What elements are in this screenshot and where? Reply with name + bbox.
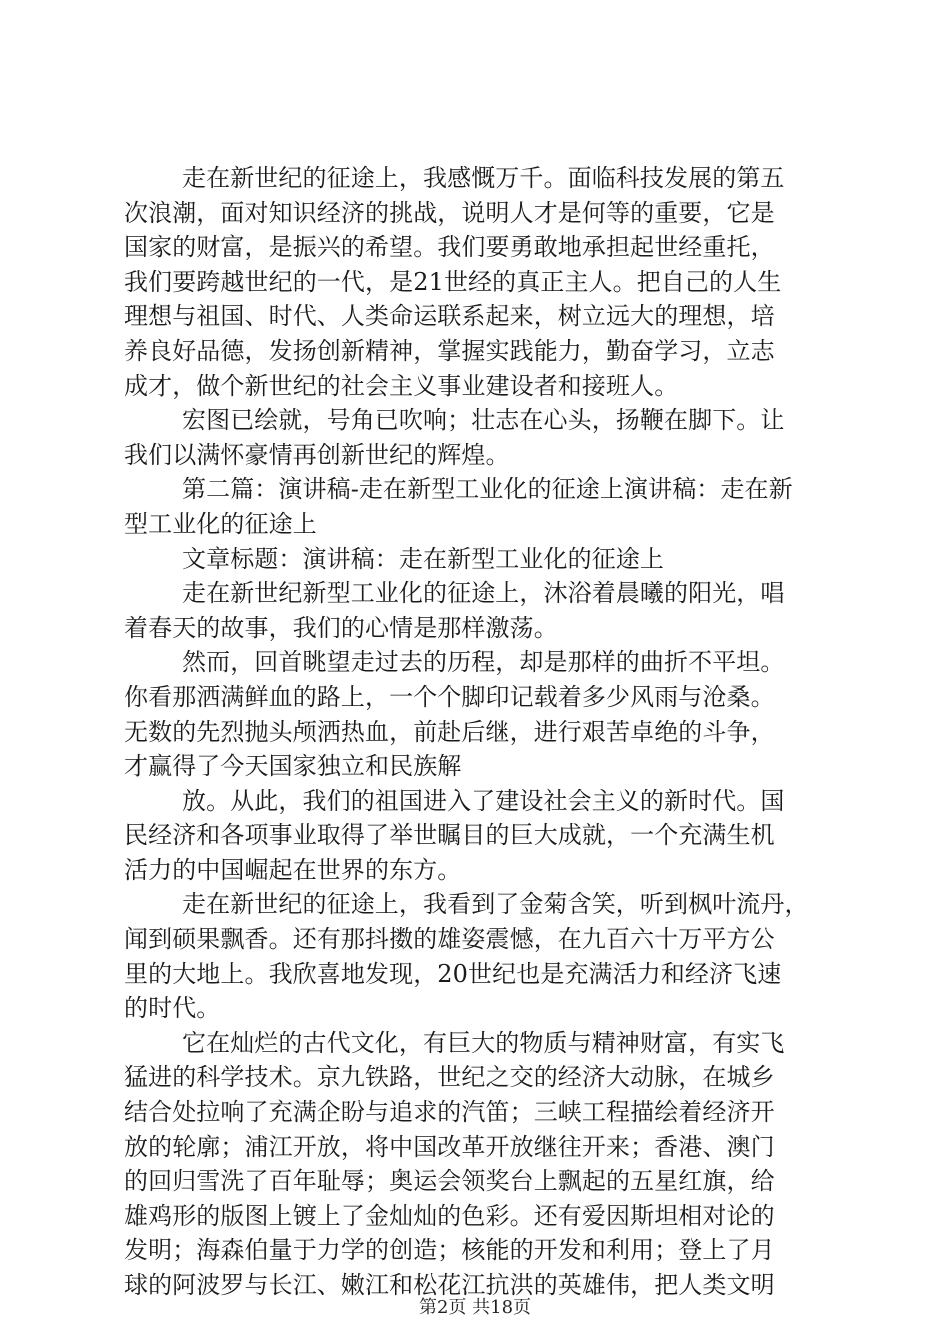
text-line: 的时代。 xyxy=(124,994,221,1023)
text-line: 才赢得了今天国家独立和民族解 xyxy=(124,752,462,781)
text-line: 的回归雪洗了百年耻辱；奥运会领奖台上飘起的五星红旗，给 xyxy=(124,1167,775,1196)
text-line: 走在新世纪的征途上，我感慨万千。面临科技发展的第五 xyxy=(182,164,785,192)
text-line: 着春天的故事，我们的心情是那样激荡。 xyxy=(124,613,558,642)
text-line: 无数的先烈抛头颅洒热血，前赴后继，进行艰苦卓绝的斗争， xyxy=(124,717,775,746)
text-line: 宏图已绘就，号角已吹响；壮志在心头，扬鞭在脚下。让 xyxy=(182,406,785,435)
text-line: 养良好品德，发扬创新精神，掌握实践能力，勤奋学习，立志 xyxy=(124,336,775,365)
text-line: 活力的中国崛起在世界的东方。 xyxy=(124,855,462,884)
text-line: 然而，回首眺望走过去的历程，却是那样的曲折不平坦。 xyxy=(182,648,785,677)
text-line: 猛进的科学技术。京九铁路，世纪之交的经济大动脉，在城乡 xyxy=(124,1063,775,1092)
text-line: 它在灿烂的古代文化，有巨大的物质与精神财富，有实飞 xyxy=(182,1028,785,1057)
text-line: 放的轮廓；浦江开放，将中国改革开放继往开来；香港、澳门 xyxy=(124,1132,775,1161)
text-line: 我们要跨越世纪的一代，是21世经的真正主人。把自己的人生 xyxy=(124,267,782,296)
text-line: 走在新世纪新型工业化的征途上，沐浴着晨曦的阳光，唱 xyxy=(182,579,785,608)
text-line: 我们以满怀豪情再创新世纪的辉煌。 xyxy=(124,440,510,469)
text-line: 国家的财富，是振兴的希望。我们要勇敢地承担起世经重托， xyxy=(124,233,775,262)
text-line: 里的大地上。我欣喜地发现，20世纪也是充满活力和经济飞速 xyxy=(124,959,782,988)
text-line: 你看那洒满鲜血的路上，一个个脚印记载着多少风雨与沧桑。 xyxy=(124,682,775,711)
document-body xyxy=(124,161,838,1303)
text-line: 理想与祖国、时代、人类命运联系起来，树立远大的理想，培 xyxy=(124,302,775,331)
text-line: 结合处拉响了充满企盼与追求的汽笛；三峡工程描绘着经济开 xyxy=(124,1098,775,1127)
text-line: 雄鸡形的版图上镀上了金灿灿的色彩。还有爱因斯坦相对论的 xyxy=(124,1201,775,1230)
text-line: 发明；海森伯量于力学的创造；核能的开发和利用；登上了月 xyxy=(124,1236,775,1265)
text-line: 民经济和各项事业取得了举世瞩目的巨大成就，一个充满生机 xyxy=(124,821,775,850)
text-line: 次浪潮，面对知识经济的挑战，说明人才是何等的重要，它是 xyxy=(124,198,775,227)
text-line: 走在新世纪的征途上，我看到了金菊含笑，听到枫叶流丹， xyxy=(182,890,809,919)
page-footer: 第2页 共18页 xyxy=(418,1297,532,1318)
text-line: 闻到硕果飘香。还有那抖擞的雄姿震憾，在九百六十万平方公 xyxy=(124,925,775,954)
text-line: 球的阿波罗与长江、嫩江和松花江抗洪的英雄伟，把人类文明 xyxy=(124,1271,775,1299)
text-line: 型工业化的征途上 xyxy=(124,509,317,538)
text-line: 第二篇：演讲稿-走在新型工业化的征途上演讲稿：走在新 xyxy=(182,475,793,504)
text-line: 成才，做个新世纪的社会主义事业建设者和接班人。 xyxy=(124,371,679,400)
text-line: 放。从此，我们的祖国进入了建设社会主义的新时代。国 xyxy=(182,786,785,815)
text-line: 文章标题：演讲稿：走在新型工业化的征途上 xyxy=(182,544,664,573)
